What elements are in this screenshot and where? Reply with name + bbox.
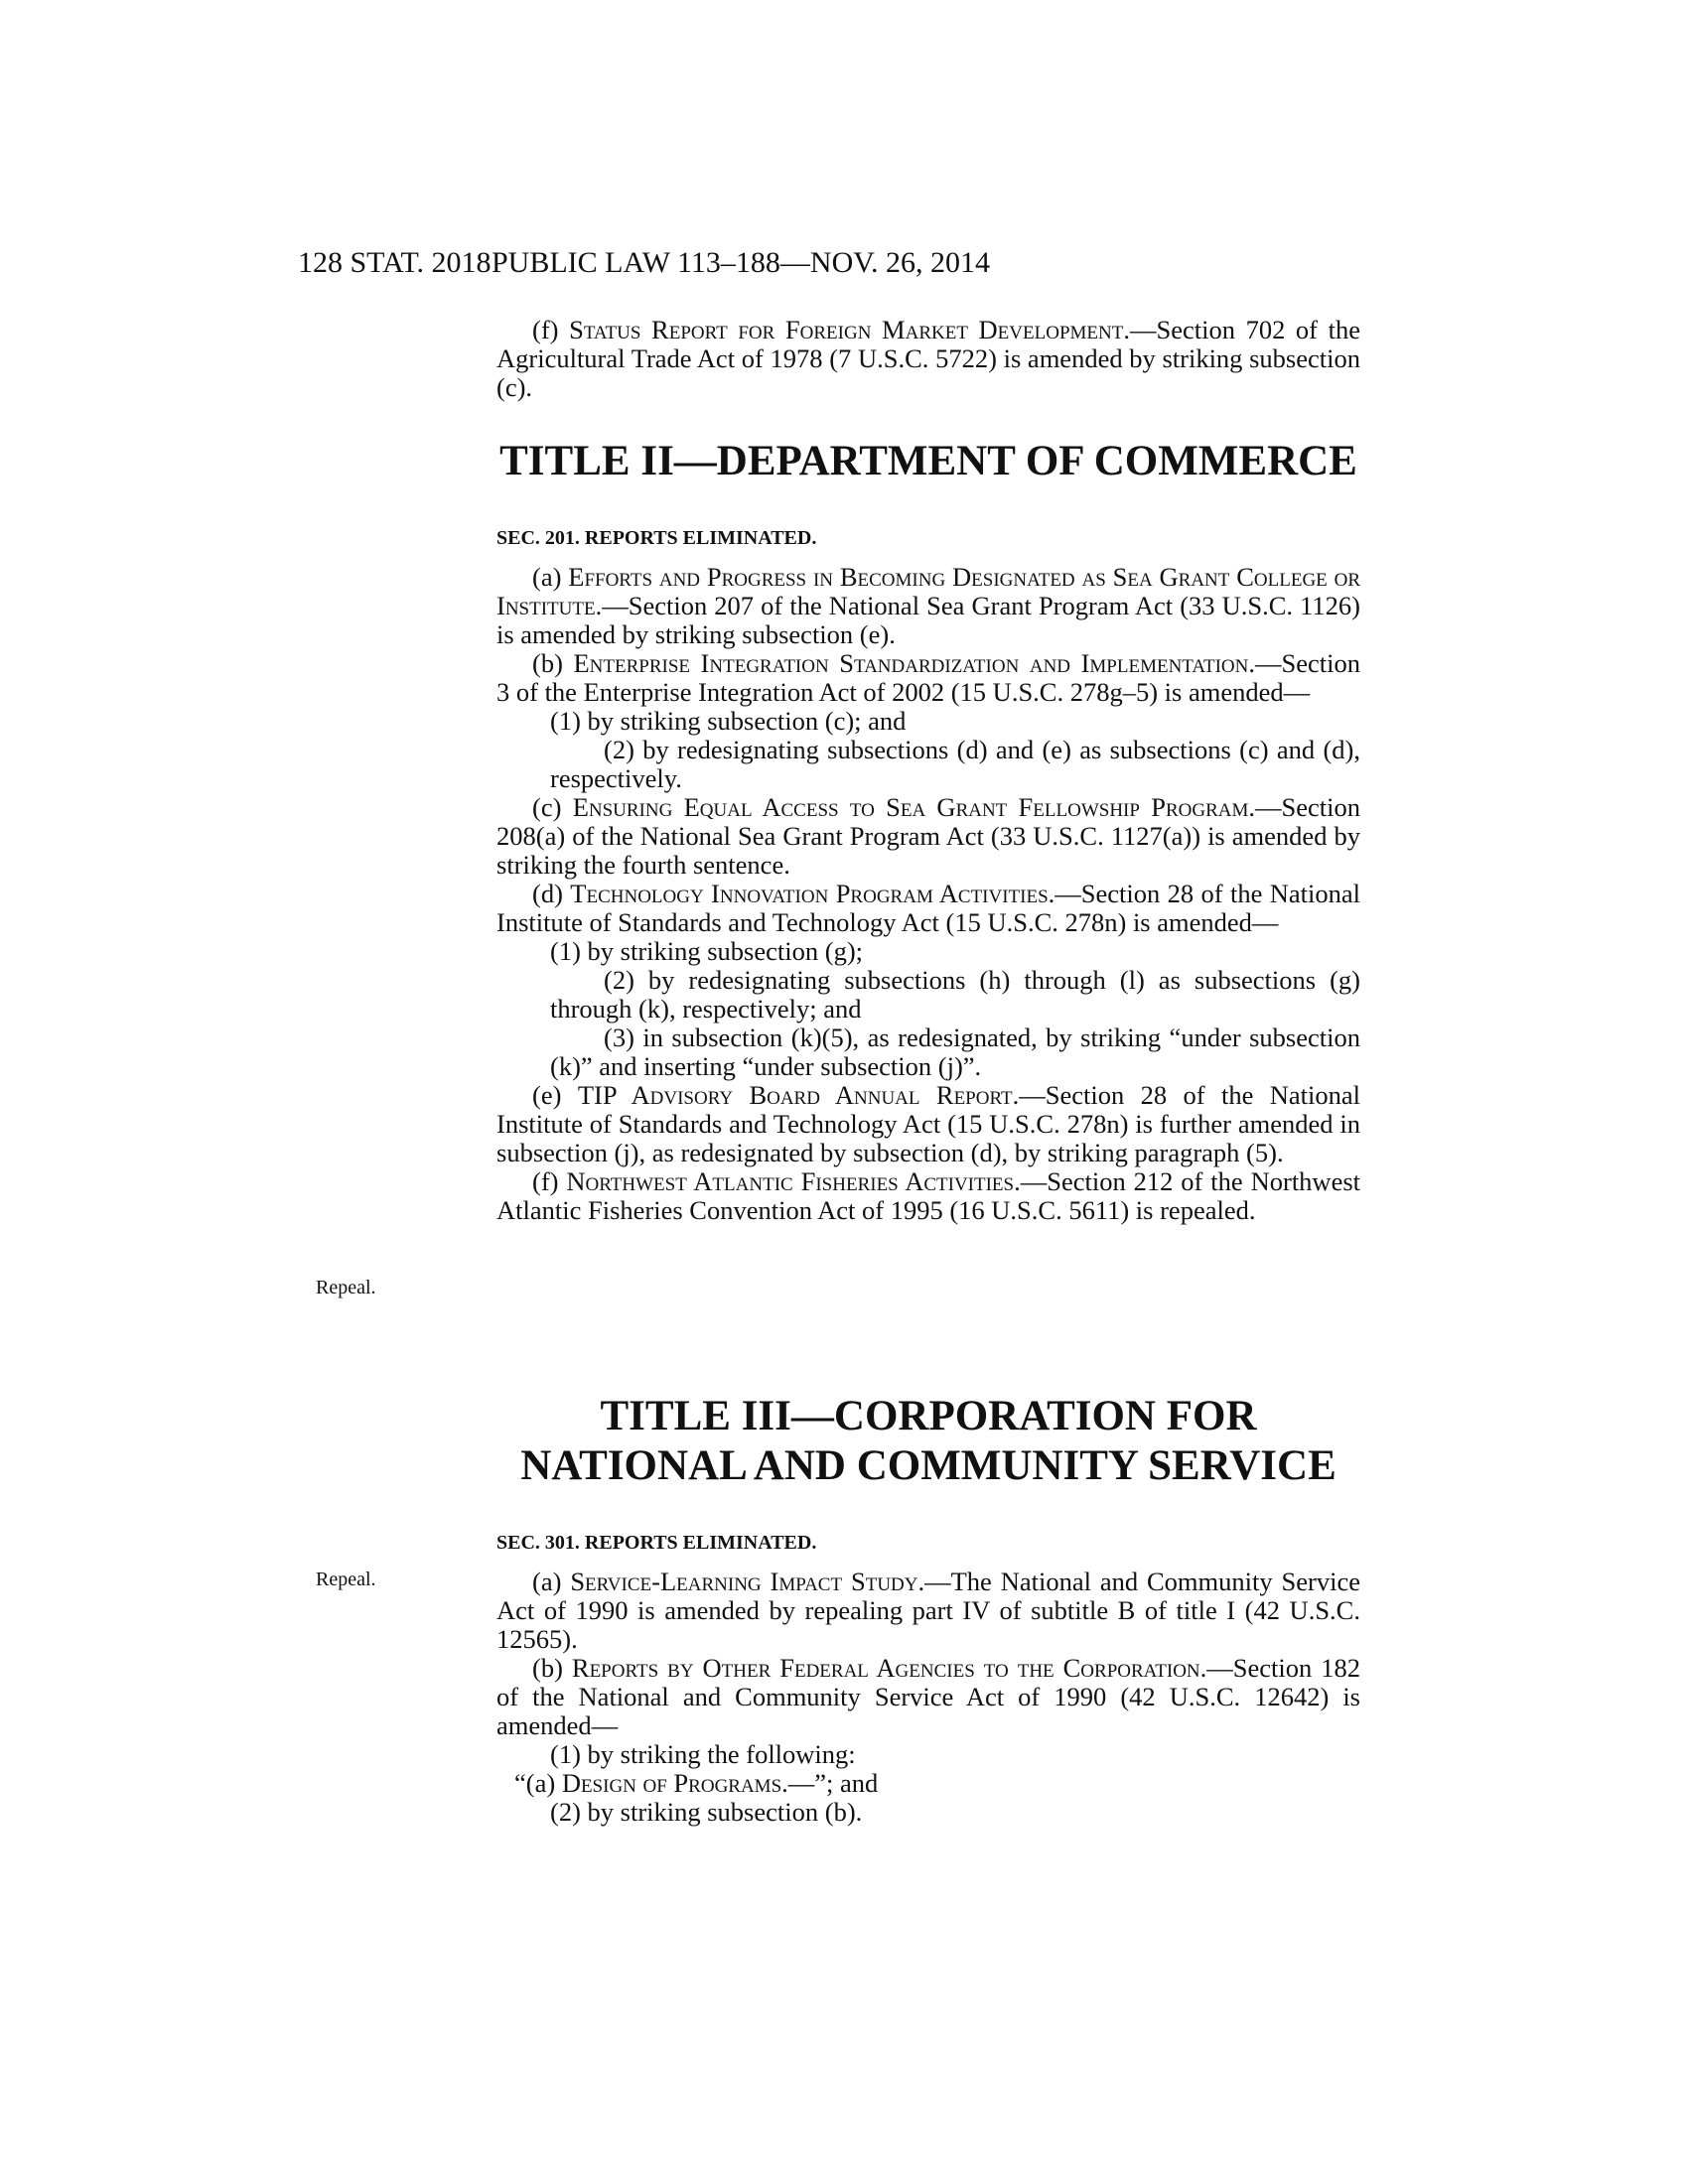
section-201-d-1: (1) by striking subsection (g);: [550, 936, 864, 966]
section-301: [496, 1529, 1360, 1827]
section-301-b-2: (2) by striking subsection (b).: [550, 1797, 863, 1827]
section-301-heading: SEC. 301. REPORTS ELIMINATED.: [496, 1532, 817, 1554]
section-201-f: (f) Northwest Atlantic Fisheries Activities.—Section 212 of the Northwest Atlantic Fisheries Convention Act of 1995 (16 U.S.C. 5611) is repealed.: [496, 1166, 1360, 1225]
margin-note-repeal-301a: Repeal.: [316, 1569, 376, 1590]
section-301-quoted-text: “(a) Design of Programs.—”; and: [514, 1768, 879, 1798]
top-paragraph-block: [496, 316, 1360, 402]
stat-page-number: 128 STAT. 2018: [298, 246, 492, 279]
section-301-b: (b) Reports by Other Federal Agencies to the Corporation.—Section 182 of the National and Community Service Act of 1990 (42 U.S.C. 12642) is amended—: [496, 1653, 1360, 1740]
title-ii-block: [496, 437, 1360, 486]
section-201-b-2: (2) by redesignating subsections (d) and (e) as subsections (c) and (d), respectively.: [550, 735, 1360, 793]
section-301-b-1: (1) by striking the following:: [550, 1739, 856, 1769]
section-201-b-1: (1) by striking subsection (c); and: [550, 706, 907, 736]
margin-note-repeal-201f: Repeal.: [316, 1277, 376, 1298]
section-201-b: (b) Enterprise Integration Standardization and Implementation.—Section 3 of the Enterprise Integration Act of 2002 (15 U.S.C. 278g–5) is amended—: [496, 648, 1360, 707]
section-201-d-2: (2) by redesignating subsections (h) through (l) as subsections (g) through (k), respectively; and: [550, 965, 1360, 1024]
section-201-a: (a) Efforts and Progress in Becoming Designated as Sea Grant College or Institute.—Section 207 of the National Sea Grant Program Act (33 U.S.C. 1126) is amended by striking subsection (e).: [496, 562, 1360, 649]
section-201-c: (c) Ensuring Equal Access to Sea Grant Fellowship Program.—Section 208(a) of the National Sea Grant Program Act (33 U.S.C. 1127(a)) is amended by striking the fourth sentence.: [496, 792, 1360, 880]
title-iii-heading-line1: TITLE III—CORPORATION FOR: [600, 1393, 1257, 1439]
section-201-d-3: (3) in subsection (k)(5), as redesignated, by striking “under subsection (k)” and inserting “under subsection (j)”.: [550, 1023, 1360, 1081]
paragraph-heading: Status Report for Foreign Market Development.: [569, 315, 1130, 344]
paragraph-f-status-report: (f) Status Report for Foreign Market Development.—Section 702 of the Agricultural Trade Act of 1978 (7 U.S.C. 5722) is amended by striking subsection (c).: [496, 315, 1360, 402]
public-law-citation: PUBLIC LAW 113–188—NOV. 26, 2014: [492, 246, 991, 279]
section-201: [496, 524, 1360, 1225]
section-201-d: (d) Technology Innovation Program Activities.—Section 28 of the National Institute of Standards and Technology Act (15 U.S.C. 278n) is amended—: [496, 879, 1360, 937]
title-iii-block: [496, 1392, 1360, 1491]
title-ii-heading: TITLE II—DEPARTMENT OF COMMERCE: [499, 438, 1357, 484]
title-iii-heading-line2: NATIONAL AND COMMUNITY SERVICE: [520, 1442, 1336, 1489]
section-201-e: (e) TIP Advisory Board Annual Report.—Section 28 of the National Institute of Standards and Technology Act (15 U.S.C. 278n) is further amended in subsection (j), as redesignated by subsection (d), by striking paragraph (5).: [496, 1080, 1361, 1167]
section-201-heading: SEC. 201. REPORTS ELIMINATED.: [496, 527, 817, 549]
section-301-a: (a) Service-Learning Impact Study.—The National and Community Service Act of 1990 is amended by repealing part IV of subtitle B of title I (42 U.S.C. 12565).: [496, 1567, 1360, 1654]
